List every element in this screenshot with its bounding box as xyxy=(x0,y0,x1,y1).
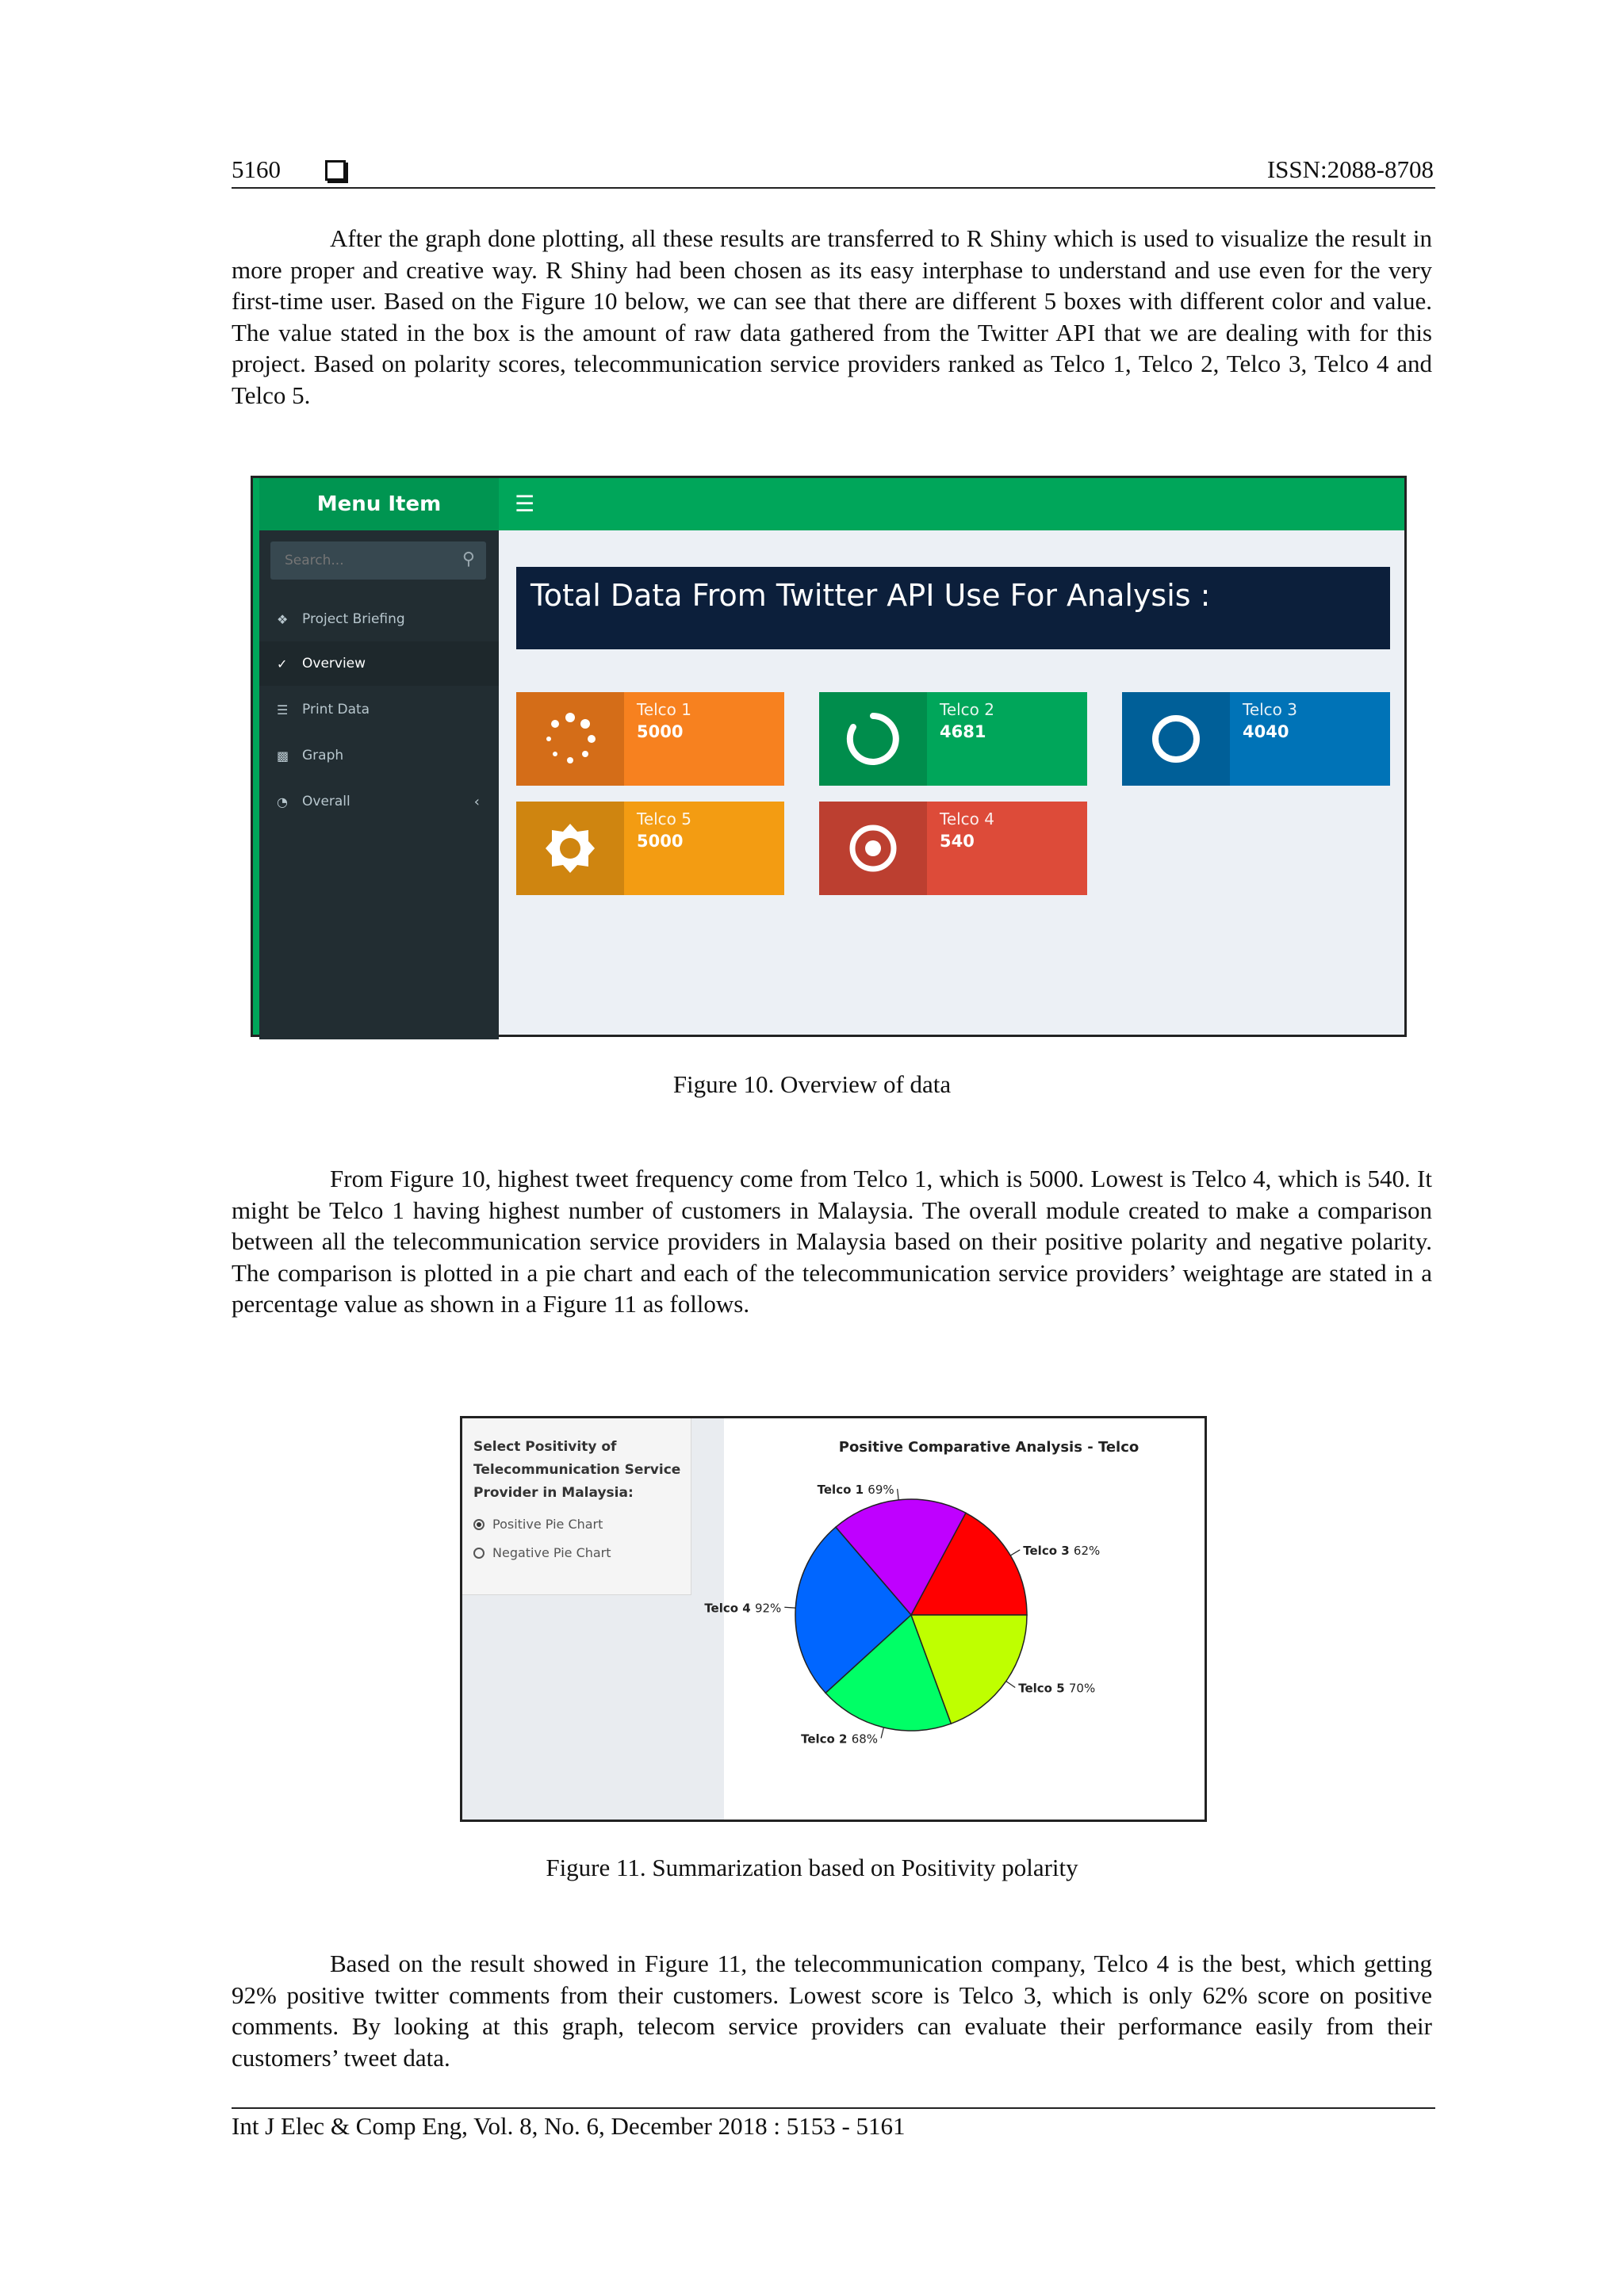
value-box-telco-4 xyxy=(819,802,1087,895)
search-icon[interactable]: ⚲ xyxy=(462,549,475,569)
radio-negative[interactable] xyxy=(473,1545,611,1560)
info-icon: ❖ xyxy=(277,611,289,627)
chart-title: Positive Comparative Analysis - Telco xyxy=(838,1439,1139,1456)
sidebar-item-label: Overall xyxy=(302,794,350,809)
bullseye-icon xyxy=(819,802,927,895)
pie-label-tick xyxy=(881,1728,883,1739)
dashboard-strip xyxy=(253,478,259,1035)
twitter-icon: ✓ xyxy=(277,656,288,672)
select-label: Select Positivity of Telecommunication Service Provider in Malaysia: xyxy=(473,1439,681,1501)
radio-positive[interactable] xyxy=(473,1517,603,1532)
pie-label-tick xyxy=(1006,1682,1015,1688)
dashboard-figure xyxy=(251,476,1407,1037)
sidebar-item-label: Graph xyxy=(302,748,344,763)
radio-label: Positive Pie Chart xyxy=(492,1517,603,1532)
list-icon: ☰ xyxy=(277,702,289,718)
paragraph-1: After the graph done plotting, all these results are transferred to R Shiny which is used to visualize the result in more proper and creative way. R Shiny had been chosen as its easy interphase to understand and use even for the very first-time user. Based on the Figure 10 below, we can see that there are different 5 boxes with different color and value. The value stated in the box is the amount of raw data gathered from the Twitter API that we are dealing with for this project. Based on polarity scores, telecommunication service providers ranked as Telco 1, Telco 2, Telco 3, Telco 4 and Telco 5. xyxy=(232,224,1432,409)
sidebar-item-label: Print Data xyxy=(302,702,370,718)
value-box-label: Telco 2 xyxy=(940,700,994,719)
figure-10-caption: Figure 10. Overview of data xyxy=(672,1070,952,1098)
radio-unchecked-icon[interactable] xyxy=(473,1548,485,1559)
value-box-value: 5000 xyxy=(637,832,684,851)
sidebar-item-graph[interactable] xyxy=(259,733,499,778)
sidebar-item-overview[interactable] xyxy=(259,641,499,686)
pie-slice-label: Telco 3 62% xyxy=(1023,1543,1101,1558)
page-footer xyxy=(232,2107,1435,2109)
page-header xyxy=(232,155,1435,189)
footer-text: Int J Elec & Comp Eng, Vol. 8, No. 6, December 2018 : 5153 - 5161 xyxy=(232,2112,906,2140)
sidebar-item-overall[interactable] xyxy=(259,779,499,824)
sidebar-item-print-data[interactable] xyxy=(259,687,499,732)
pie-slice-label: Telco 5 70% xyxy=(1018,1681,1096,1696)
value-box-telco-3 xyxy=(1122,692,1390,786)
issn: ISSN:2088-8708 xyxy=(1266,155,1434,183)
value-box-label: Telco 1 xyxy=(637,700,691,719)
value-box-label: Telco 3 xyxy=(1243,700,1297,719)
shiny-pie-figure xyxy=(460,1416,1207,1822)
dashboard-brand: Menu Item xyxy=(259,478,499,530)
value-box-value: 4681 xyxy=(940,722,986,741)
value-box-telco-1 xyxy=(516,692,784,786)
shiny-sidebar xyxy=(462,1418,724,1820)
value-box-value: 5000 xyxy=(637,722,684,741)
hamburger-icon[interactable]: ☰ xyxy=(515,491,535,517)
circle-notch-icon xyxy=(819,692,927,786)
dashboard-sidebar xyxy=(259,530,499,1039)
circle-o-icon xyxy=(1122,692,1230,786)
paragraph-3: Based on the result showed in Figure 11, the telecommunication company, Telco 4 is the best, which getting 92% positive twitter comments from their customers. Lowest score is Telco 3, which is only 62% score on positive comments. By looking at this graph, telecom service providers can evaluate their performance easily from their customers’ tweet data. xyxy=(232,1950,1432,2072)
spinner-dots-icon xyxy=(516,692,624,786)
search-input[interactable] xyxy=(270,541,450,580)
figure-11-caption: Figure 11. Summarization based on Positivity polarity xyxy=(546,1854,1078,1881)
pie-chart xyxy=(704,1418,1205,1820)
value-box-telco-5 xyxy=(516,802,784,895)
pie-label-tick xyxy=(1010,1550,1020,1556)
sidebar-item-label: Overview xyxy=(302,656,366,672)
value-box-telco-2 xyxy=(819,692,1087,786)
dashboard-title: Total Data From Twitter API Use For Analysis : xyxy=(516,567,1390,649)
sun-icon xyxy=(516,802,624,895)
value-box-label: Telco 5 xyxy=(637,809,691,828)
radio-checked-icon[interactable] xyxy=(473,1519,485,1530)
pie-slice-label: Telco 1 69% xyxy=(817,1482,894,1497)
sidebar-search xyxy=(270,541,486,580)
chevron-left-icon: ‹ xyxy=(473,793,480,810)
value-box-label: Telco 4 xyxy=(940,809,994,828)
bar-chart-icon: ▩ xyxy=(277,748,289,763)
pie-chart-icon: ◔ xyxy=(277,794,288,809)
pie-label-tick xyxy=(784,1607,795,1608)
pie-slice-label: Telco 4 92% xyxy=(704,1601,782,1616)
sidebar-item-label: Project Briefing xyxy=(302,611,405,627)
pie-label-tick xyxy=(898,1489,899,1500)
paragraph-2: From Figure 10, highest tweet frequency come from Telco 1, which is 5000. Lowest is Telco 4, which is 540. It might be Telco 1 having highest number of customers in Malaysia. The overall module created to make a comparison between all the telecommunication service providers in Malaysia based on their positive polarity and negative polarity. The comparison is plotted in a pie chart and each of the telecommunication service providers’ weightage are stated in a percentage value as shown in a Figure 11 as follows. xyxy=(232,1165,1432,1318)
page-number: 5160 xyxy=(232,155,281,183)
shiny-input-panel xyxy=(462,1418,691,1595)
pie-slice-label: Telco 2 68% xyxy=(801,1732,879,1747)
radio-label: Negative Pie Chart xyxy=(492,1545,611,1560)
value-box-value: 4040 xyxy=(1243,722,1289,741)
sidebar-item-project-briefing[interactable] xyxy=(259,597,499,641)
square-icon xyxy=(325,160,346,181)
value-box-value: 540 xyxy=(940,832,975,851)
